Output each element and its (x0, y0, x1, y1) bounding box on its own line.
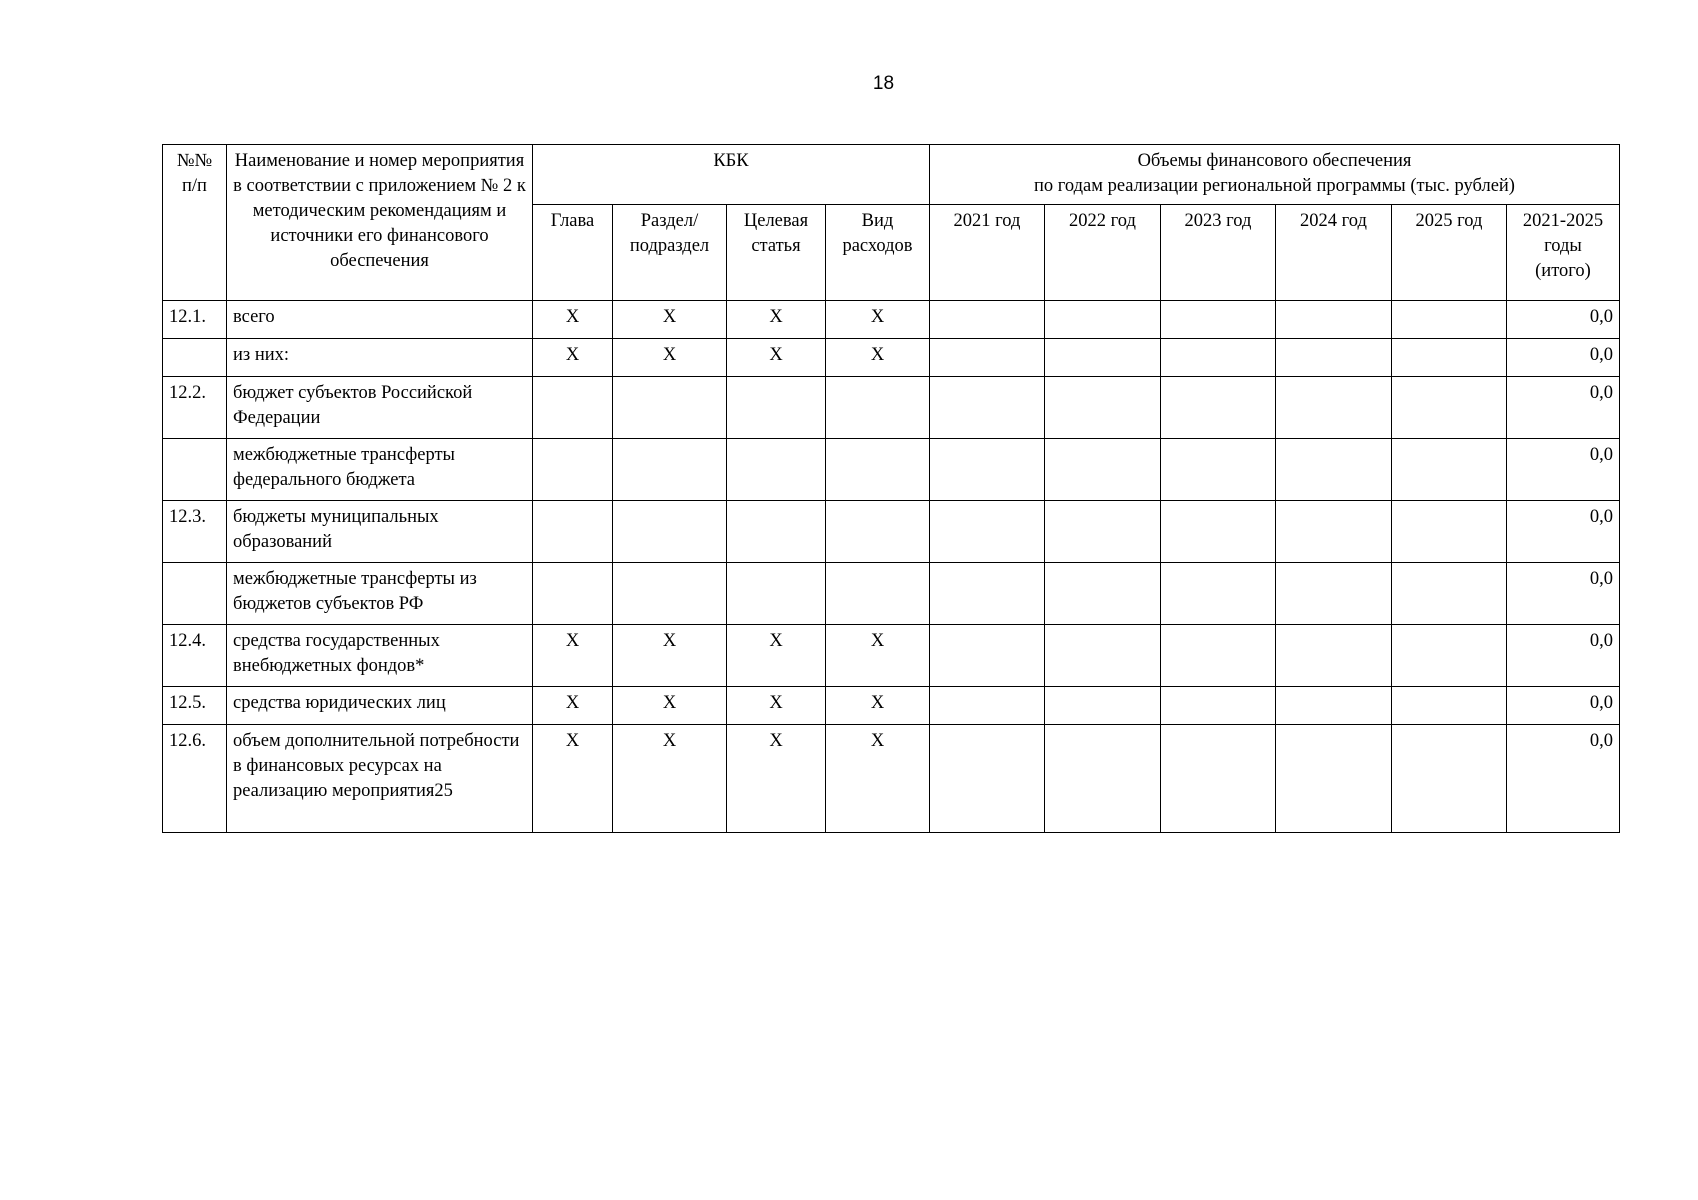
row-number: 12.2. (163, 377, 227, 439)
kbk-vid-cell (826, 563, 930, 625)
kbk-tselevaya-cell: Х (727, 687, 826, 725)
year-2021-cell (930, 687, 1045, 725)
row-number: 12.3. (163, 501, 227, 563)
kbk-razdel-cell (613, 439, 727, 501)
kbk-glava-cell: Х (533, 301, 613, 339)
year-2025-cell (1392, 439, 1507, 501)
year-2021-cell (930, 625, 1045, 687)
table-row (163, 301, 1620, 339)
year-2023-cell (1161, 563, 1276, 625)
total-cell: 0,0 (1507, 625, 1620, 687)
table-row (163, 501, 1620, 563)
year-2025-cell (1392, 339, 1507, 377)
year-2022-cell (1045, 301, 1161, 339)
kbk-razdel-cell (613, 501, 727, 563)
financing-table (162, 144, 1620, 833)
year-2023-cell (1161, 339, 1276, 377)
year-2025-cell (1392, 501, 1507, 563)
year-2025-cell (1392, 687, 1507, 725)
total-cell: 0,0 (1507, 563, 1620, 625)
year-2022-cell (1045, 501, 1161, 563)
kbk-tselevaya-cell: Х (727, 625, 826, 687)
row-number: 12.1. (163, 301, 227, 339)
row-name: бюджет субъектов Российской Федерации (227, 377, 533, 439)
year-2021-cell (930, 377, 1045, 439)
year-2022-cell (1045, 377, 1161, 439)
row-name: межбюджетные трансферты федерального бюджета (227, 439, 533, 501)
total-cell: 0,0 (1507, 339, 1620, 377)
year-2024-cell (1276, 687, 1392, 725)
year-2024-cell (1276, 439, 1392, 501)
row-number (163, 339, 227, 377)
year-2023-cell (1161, 301, 1276, 339)
kbk-glava-cell: Х (533, 625, 613, 687)
year-2023-cell (1161, 725, 1276, 833)
year-2021-cell (930, 339, 1045, 377)
year-2024-cell (1276, 301, 1392, 339)
total-cell: 0,0 (1507, 687, 1620, 725)
row-name: бюджеты муниципальных образований (227, 501, 533, 563)
table-row (163, 725, 1620, 833)
total-cell: 0,0 (1507, 725, 1620, 833)
year-2021-cell (930, 501, 1045, 563)
year-2023-cell (1161, 501, 1276, 563)
kbk-vid-cell: Х (826, 725, 930, 833)
kbk-tselevaya-cell: Х (727, 301, 826, 339)
kbk-razdel-cell (613, 563, 727, 625)
kbk-glava-cell: Х (533, 687, 613, 725)
kbk-vid-cell: Х (826, 301, 930, 339)
col-2022-header: 2022 год (1045, 205, 1161, 301)
col-2021-header: 2021 год (930, 205, 1045, 301)
year-2022-cell (1045, 725, 1161, 833)
year-2022-cell (1045, 687, 1161, 725)
kbk-razdel-cell: Х (613, 687, 727, 725)
col-name-header: Наименование и номер мероприятия в соответствии с приложением № 2 к методическим рекомендациям и источники его финансового обеспечения (227, 145, 533, 301)
year-2024-cell (1276, 625, 1392, 687)
col-tselevaya-header: Целевая статья (727, 205, 826, 301)
col-vid-header: Вид расходов (826, 205, 930, 301)
year-2021-cell (930, 301, 1045, 339)
col-total-header: 2021-2025 годы (итого) (1507, 205, 1620, 301)
total-cell: 0,0 (1507, 439, 1620, 501)
kbk-vid-cell: Х (826, 625, 930, 687)
row-number (163, 563, 227, 625)
year-2025-cell (1392, 301, 1507, 339)
table-row (163, 339, 1620, 377)
header-row-1 (163, 145, 1620, 205)
table-row (163, 439, 1620, 501)
year-2023-cell (1161, 377, 1276, 439)
kbk-header: КБК (533, 145, 930, 205)
year-2024-cell (1276, 563, 1392, 625)
kbk-razdel-cell: Х (613, 625, 727, 687)
year-2022-cell (1045, 339, 1161, 377)
table-row (163, 687, 1620, 725)
kbk-vid-cell: Х (826, 339, 930, 377)
col-2023-header: 2023 год (1161, 205, 1276, 301)
year-2025-cell (1392, 625, 1507, 687)
kbk-razdel-cell: Х (613, 725, 727, 833)
year-2024-cell (1276, 377, 1392, 439)
kbk-glava-cell (533, 501, 613, 563)
col-razdel-header: Раздел/ подраздел (613, 205, 727, 301)
kbk-razdel-cell: Х (613, 339, 727, 377)
col-glava-header: Глава (533, 205, 613, 301)
kbk-tselevaya-cell: Х (727, 339, 826, 377)
kbk-vid-cell (826, 501, 930, 563)
row-name: всего (227, 301, 533, 339)
total-cell: 0,0 (1507, 301, 1620, 339)
row-name: из них: (227, 339, 533, 377)
year-2023-cell (1161, 625, 1276, 687)
volumes-header: Объемы финансового обеспечения по годам реализации региональной программы (тыс. рублей) (930, 145, 1620, 205)
year-2023-cell (1161, 687, 1276, 725)
col-num-header: №№ п/п (163, 145, 227, 301)
kbk-tselevaya-cell (727, 563, 826, 625)
col-2025-header: 2025 год (1392, 205, 1507, 301)
kbk-glava-cell (533, 439, 613, 501)
col-2024-header: 2024 год (1276, 205, 1392, 301)
row-number: 12.4. (163, 625, 227, 687)
total-cell: 0,0 (1507, 377, 1620, 439)
kbk-vid-cell (826, 377, 930, 439)
kbk-tselevaya-cell (727, 501, 826, 563)
row-number: 12.5. (163, 687, 227, 725)
year-2021-cell (930, 563, 1045, 625)
total-cell: 0,0 (1507, 501, 1620, 563)
kbk-glava-cell (533, 377, 613, 439)
table-row (163, 625, 1620, 687)
year-2024-cell (1276, 725, 1392, 833)
row-number: 12.6. (163, 725, 227, 833)
table-row (163, 563, 1620, 625)
year-2023-cell (1161, 439, 1276, 501)
kbk-tselevaya-cell (727, 377, 826, 439)
kbk-razdel-cell: Х (613, 301, 727, 339)
row-number (163, 439, 227, 501)
year-2025-cell (1392, 563, 1507, 625)
year-2021-cell (930, 439, 1045, 501)
year-2024-cell (1276, 501, 1392, 563)
kbk-glava-cell (533, 563, 613, 625)
year-2025-cell (1392, 377, 1507, 439)
year-2024-cell (1276, 339, 1392, 377)
kbk-glava-cell: Х (533, 725, 613, 833)
year-2022-cell (1045, 563, 1161, 625)
kbk-vid-cell (826, 439, 930, 501)
page-number: 18 (872, 73, 895, 94)
kbk-tselevaya-cell (727, 439, 826, 501)
kbk-glava-cell: Х (533, 339, 613, 377)
row-name: средства юридических лиц (227, 687, 533, 725)
year-2025-cell (1392, 725, 1507, 833)
table-row (163, 377, 1620, 439)
row-name: объем дополнительной потребности в финансовых ресурсах на реализацию мероприятия25 (227, 725, 533, 833)
year-2022-cell (1045, 439, 1161, 501)
row-name: средства государственных внебюджетных фондов* (227, 625, 533, 687)
row-name: межбюджетные трансферты из бюджетов субъектов РФ (227, 563, 533, 625)
kbk-vid-cell: Х (826, 687, 930, 725)
year-2022-cell (1045, 625, 1161, 687)
kbk-razdel-cell (613, 377, 727, 439)
kbk-tselevaya-cell: Х (727, 725, 826, 833)
year-2021-cell (930, 725, 1045, 833)
